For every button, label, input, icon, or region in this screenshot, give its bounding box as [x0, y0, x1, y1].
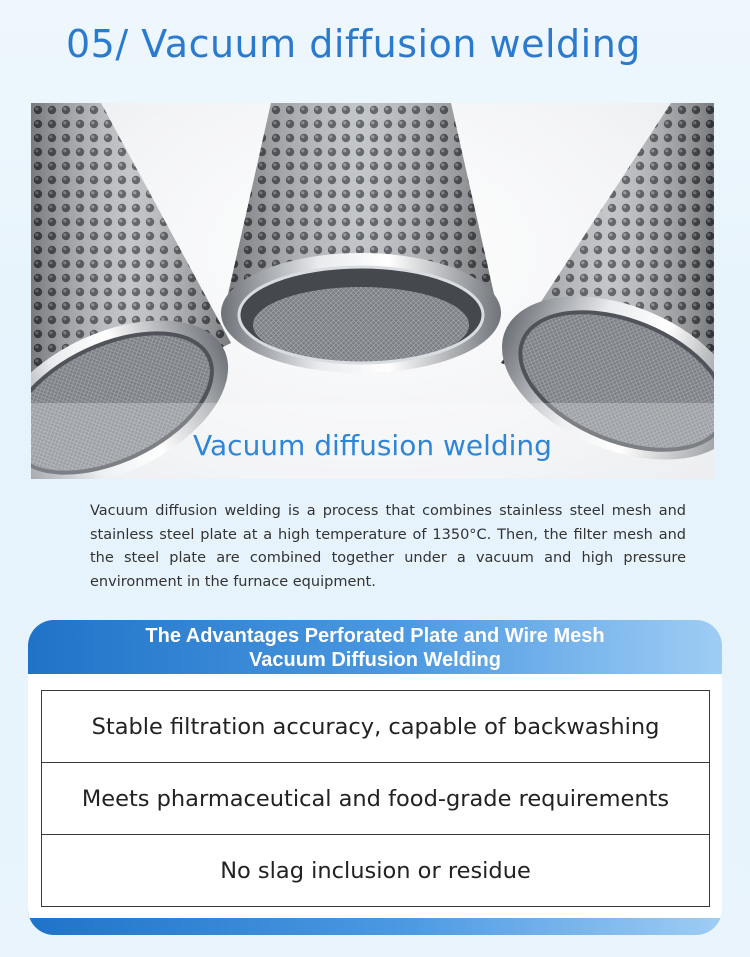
advantages-list: [41, 690, 710, 907]
description-text: Vacuum diffusion welding is a process that combines stainless steel mesh and stainless steel plate at a high temperature of 1350°C. Then, the filter mesh and the steel plate are combined together under a vacuum and high pressure environment in the furnace equipment.: [90, 503, 686, 590]
advantages-heading: [28, 624, 722, 672]
filter-baskets-illustration: [31, 103, 714, 479]
advantages-heading-line2: Vacuum Diffusion Welding: [249, 649, 501, 671]
advantages-heading-line1: The Advantages Perforated Plate and Wire Mesh: [145, 625, 605, 647]
product-photo: [31, 103, 714, 479]
advantage-item: Stable filtration accuracy, capable of backwashing: [42, 691, 709, 763]
center-basket: [221, 103, 501, 373]
advantages-card: [28, 620, 722, 935]
advantage-item: Meets pharmaceutical and food-grade requirements: [42, 763, 709, 835]
photo-caption: Vacuum diffusion welding: [193, 429, 552, 462]
advantage-item: No slag inclusion or residue: [220, 857, 531, 884]
page-title: 05/ Vacuum diffusion welding: [66, 22, 641, 66]
